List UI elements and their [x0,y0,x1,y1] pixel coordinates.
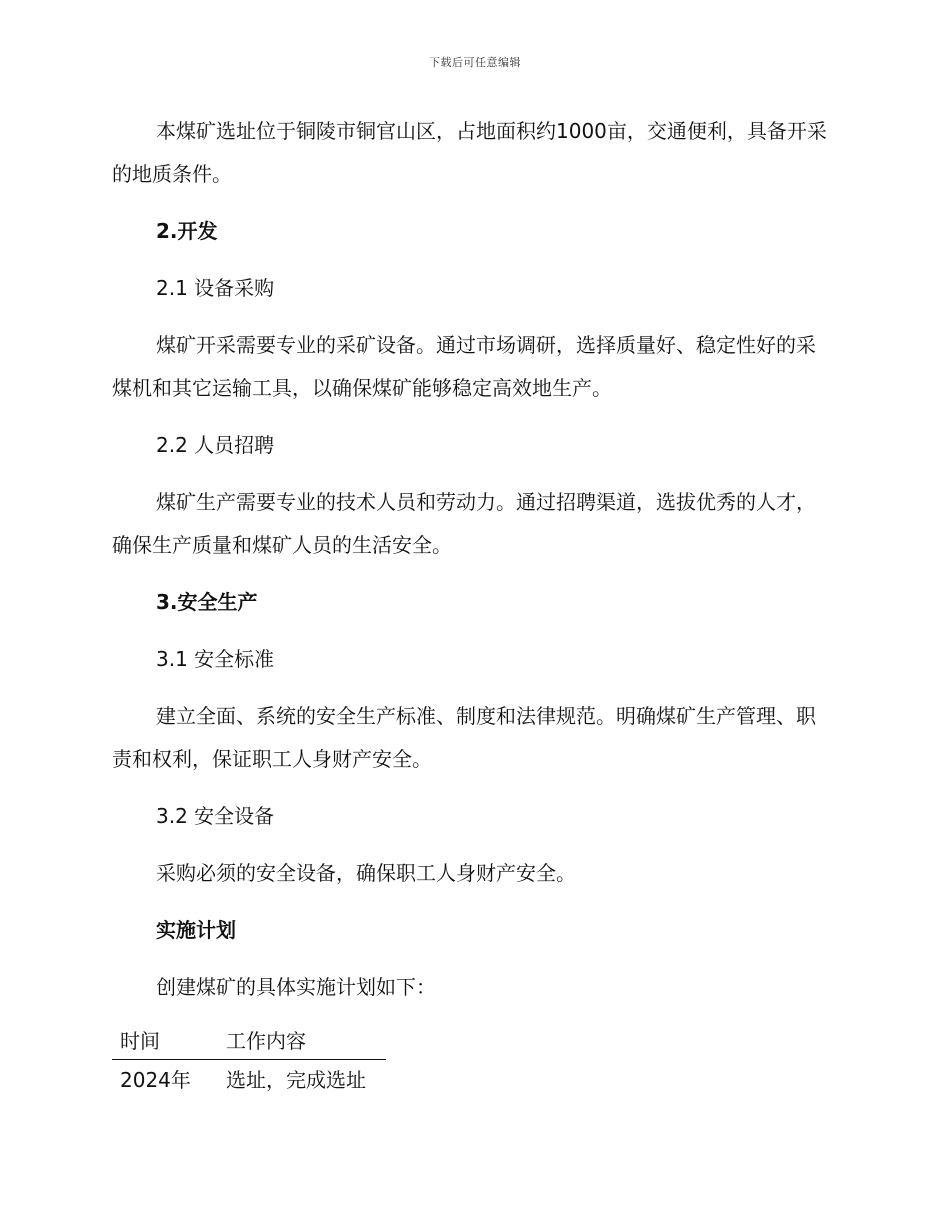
document-body [112,110,832,1100]
paragraph-recruitment: 煤矿生产需要专业的技术人员和劳动力。通过招聘渠道，选拔优秀的人才，确保生产质量和煤矿人员的生活安全。 [112,490,816,557]
table-header-row [112,1023,386,1060]
table-cell-time: 2024年 [120,1068,191,1092]
paragraph-safety-equipment: 采购必须的安全设备，确保职工人身财产安全。 [156,861,576,885]
subheading-safety-standard: 3.1 安全标准 [156,647,275,671]
table-header-time: 时间 [112,1023,218,1060]
heading-safety-production: 3.安全生产 [156,590,258,614]
subheading-equipment-purchase: 2.1 设备采购 [156,276,275,300]
implementation-plan-table [112,1023,386,1100]
paragraph-plan-intro: 创建煤矿的具体实施计划如下： [156,975,436,999]
subheading-recruitment: 2.2 人员招聘 [156,433,275,457]
page-header: 下载后可任意编辑 [429,56,521,69]
table-cell-content: 选址，完成选址 [226,1068,366,1092]
table-header-content: 工作内容 [218,1023,386,1060]
paragraph-safety-standard: 建立全面、系统的安全生产标准、制度和法律规范。明确煤矿生产管理、职责和权利，保证职工人身财产安全。 [112,704,816,771]
paragraph-site-location: 本煤矿选址位于铜陵市铜官山区，占地面积约1000亩，交通便利，具备开采的地质条件。 [112,119,827,186]
paragraph-equipment: 煤矿开采需要专业的采矿设备。通过市场调研，选择质量好、稳定性好的采煤机和其它运输工具，以确保煤矿能够稳定高效地生产。 [112,333,816,400]
heading-implementation-plan: 实施计划 [156,918,236,942]
table-row [112,1060,386,1101]
subheading-safety-equipment: 3.2 安全设备 [156,804,275,828]
heading-development: 2.开发 [156,219,218,243]
